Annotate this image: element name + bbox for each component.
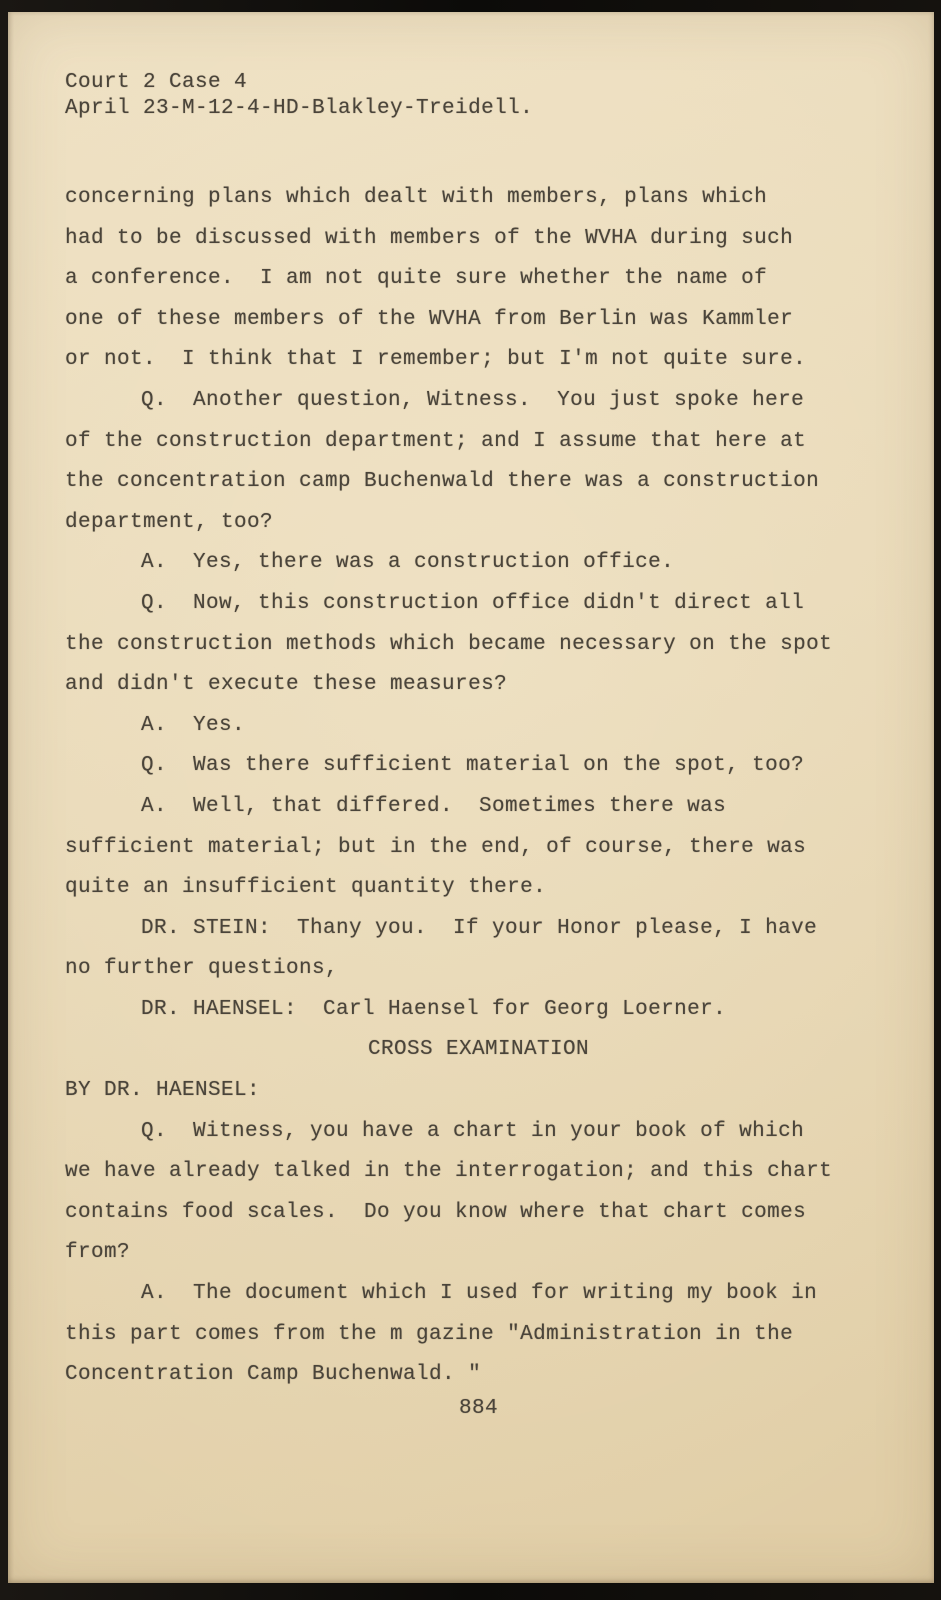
transcript-line: the concentration camp Buchenwald there was a construction (65, 470, 820, 494)
transcript-line: contains food scales. Do you know where that chart comes (65, 1200, 807, 1224)
transcript-line: and didn't execute these measures? (65, 673, 508, 697)
transcript-line: or not. I think that I remember; but I'm not quite sure. (65, 348, 807, 372)
transcript-line: one of these members of the WVHA from Berlin was Kammler (65, 307, 794, 331)
transcript-line: A. Yes. (141, 713, 246, 737)
transcript-line: DR. STEIN: Thany you. If your Honor please, I have (141, 916, 818, 940)
page-number: 884 (458, 1396, 498, 1420)
header-court-line: Court 2 Case 4 (65, 71, 248, 94)
transcript-line: department, too? (65, 510, 274, 534)
transcript-body (65, 178, 892, 1396)
transcript-line: we have already talked in the interrogation; and this chart (65, 1160, 833, 1184)
transcript-line: sufficient material; but in the end, of course, there was (65, 835, 807, 859)
document-header (65, 70, 892, 122)
transcript-line: A. Well, that differed. Sometimes there was (141, 794, 727, 818)
transcript-line: had to be discussed with members of the WVHA during such (65, 226, 794, 250)
transcript-line: the construction methods which became necessary on the spot (65, 632, 833, 656)
transcript-line: concerning plans which dealt with members, plans which (65, 186, 768, 209)
transcript-line: from? (65, 1241, 131, 1265)
header-date-line: April 23-M-12-4-HD-Blakley-Treidell. (65, 97, 534, 120)
transcript-line: of the construction department; and I assume that here at (65, 429, 807, 453)
transcript-line: no further questions, (65, 957, 339, 981)
transcript-line: BY DR. HAENSEL: (65, 1079, 261, 1103)
transcript-line: this part comes from the m gazine "Administration in the (65, 1322, 794, 1346)
transcript-line: a conference. I am not quite sure whether the name of (65, 267, 768, 291)
transcript-line: CROSS EXAMINATION (367, 1038, 590, 1062)
transcript-line: A. The document which I used for writing my book in (141, 1282, 818, 1306)
transcript-line: Q. Another question, Witness. You just spoke here (141, 388, 805, 412)
transcript-line: DR. HAENSEL: Carl Haensel for Georg Loerner. (141, 997, 727, 1021)
transcript-line: Q. Was there sufficient material on the spot, too? (141, 754, 805, 778)
transcript-line: Q. Now, this construction office didn't direct all (141, 591, 805, 615)
transcript-line: quite an insufficient quantity there. (65, 876, 547, 900)
transcript-line: Concentration Camp Buchenwald. " (65, 1363, 482, 1387)
document-page (8, 12, 934, 1583)
transcript-line: Q. Witness, you have a chart in your book of which (141, 1119, 805, 1143)
transcript-line: A. Yes, there was a construction office. (141, 551, 675, 575)
